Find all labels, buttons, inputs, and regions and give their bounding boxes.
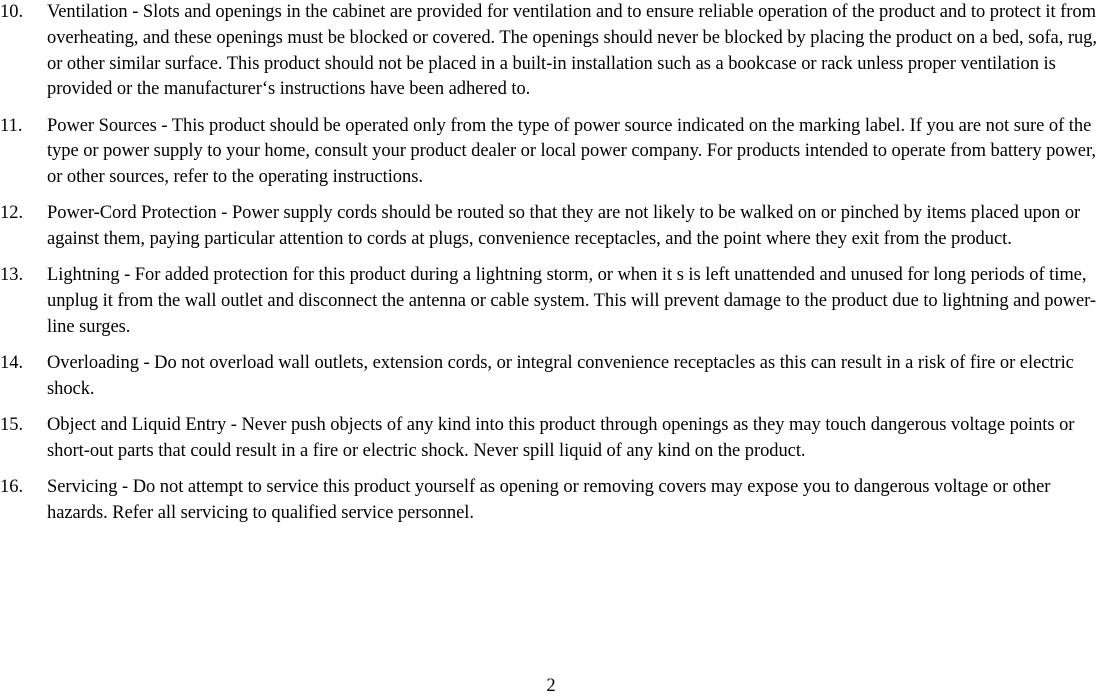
item-number: 16. [0, 477, 24, 498]
item-number: 14. [0, 353, 24, 374]
item-number: 10. [0, 2, 24, 22]
list-item-11 [0, 114, 1102, 191]
item-number: 15. [0, 415, 24, 436]
item-text: Lightning - For added protection for this product during a lightning storm, or when it s is left unattended and unused for long periods of time, unplug it from the wall outlet and disconnect the antenna or cable system. This will prevent damage to the product due to lightning and power-line surges. [47, 265, 1096, 337]
list-item-14 [0, 351, 1102, 403]
list-item-12 [0, 201, 1102, 253]
list-item-10 [0, 0, 1102, 103]
list-item-15 [0, 413, 1102, 465]
item-text: Power Sources - This product should be operated only from the type of power source indicated on the marking label. If you are not sure of the type or power supply to your home, consult your product dealer or local power company. For products intended to operate from battery power, or other sources, refer to the operating instructions. [47, 115, 1096, 188]
page-number: 2 [546, 676, 556, 696]
list-item-16 [0, 475, 1102, 527]
item-number: 13. [0, 265, 24, 286]
item-text: Servicing - Do not attempt to service this product yourself as opening or removing covers may expose you to dangerous voltage or other hazards. Refer all servicing to qualified service personnel. [47, 477, 1051, 523]
item-number: 11. [0, 115, 23, 136]
item-text: Overloading - Do not overload wall outlets, extension cords, or integral convenience receptacles as this can result in a risk of fire or electric shock. [47, 353, 1074, 399]
item-text: Power-Cord Protection - Power supply cords should be routed so that they are not likely to be walked on or pinched by items placed upon or against them, paying particular attention to cords at plugs, convenience receptacles, and the point where they exit from the product. [47, 203, 1081, 250]
item-text: Object and Liquid Entry - Never push objects of any kind into this product through openings as they may touch dangerous voltage points or short-out parts that could result in a fire or electric shock. Never spill liquid of any kind on the product. [47, 415, 1075, 461]
list-item-13 [0, 263, 1102, 340]
item-number: 12. [0, 203, 24, 224]
item-text: Ventilation - Slots and openings in the cabinet are provided for ventilation and to ensure reliable operation of the product and to protect it from overheating, and these openings must be blocked or covered. The openings should never be blocked by placing the product on a bed, sofa, rug, or other similar surface. This product should not be placed in a built-in installation such as a bookcase or rack unless proper ventilation is provided or the manufacturer‘s instructions have been adhered to. [47, 2, 1097, 100]
